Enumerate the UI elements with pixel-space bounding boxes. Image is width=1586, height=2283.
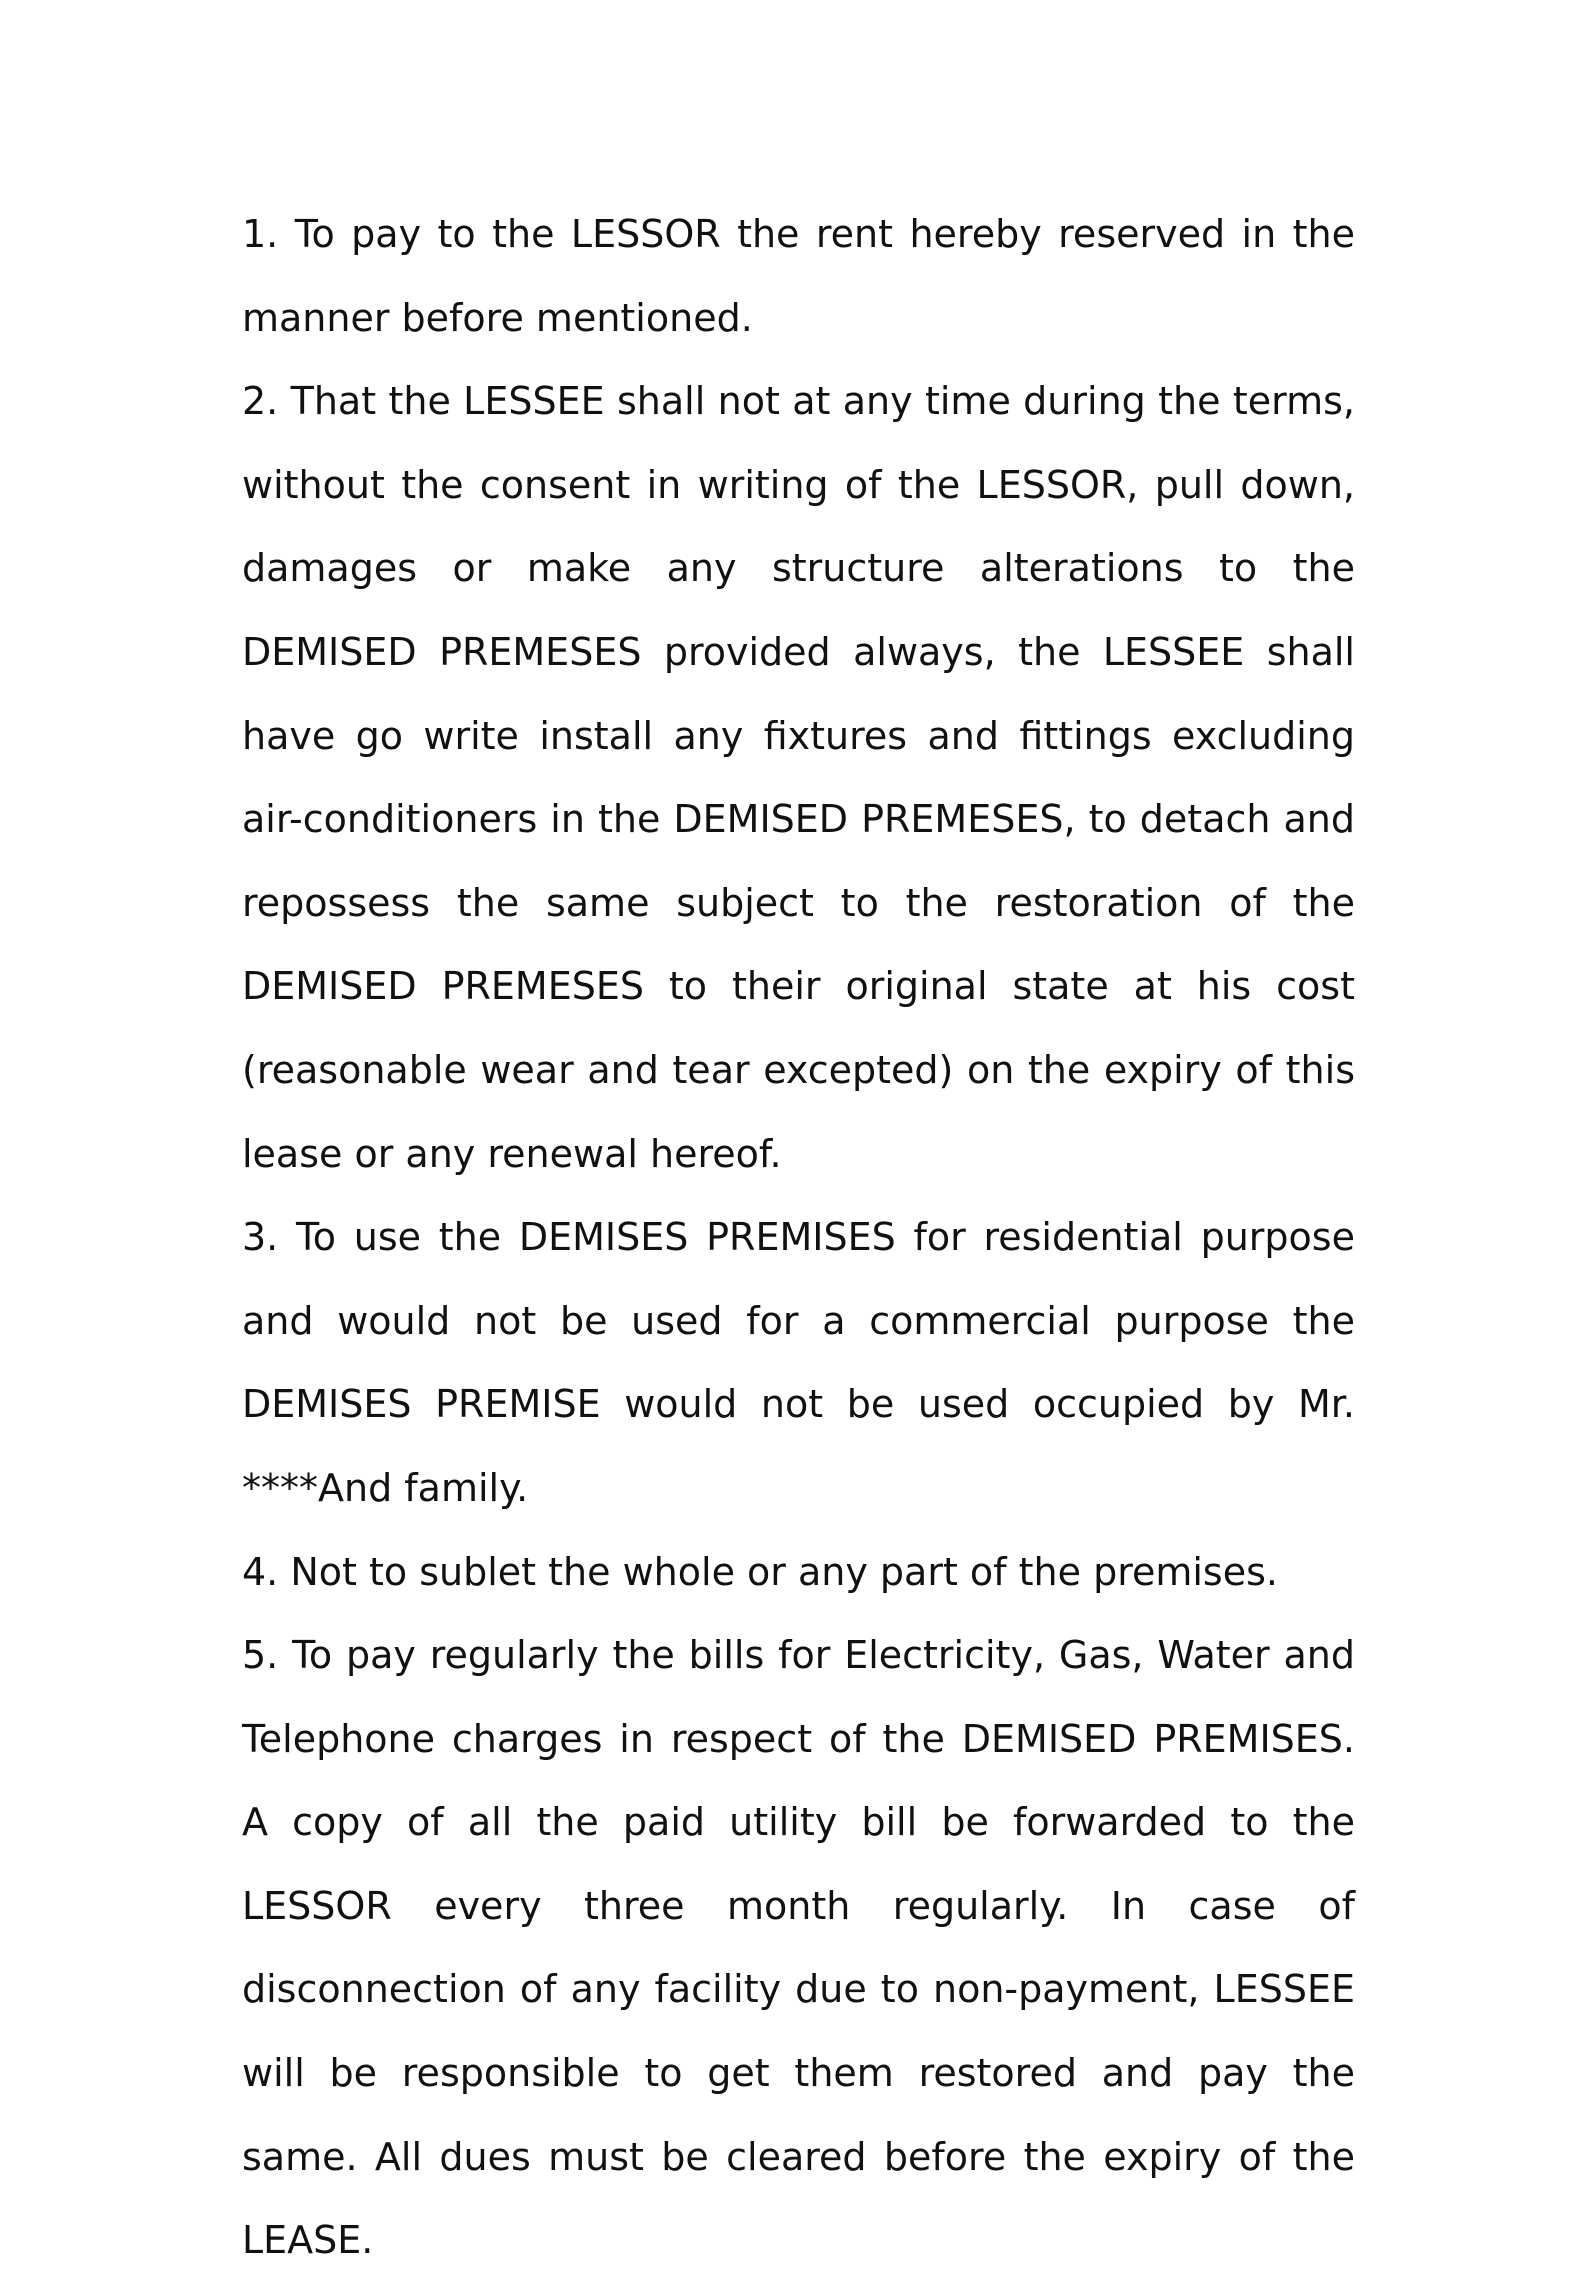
clause-number: 3. bbox=[242, 1215, 279, 1260]
lease-clauses bbox=[242, 193, 1355, 2283]
clause-number: 5. bbox=[242, 1633, 279, 1678]
clause-text: To pay to the LESSOR the rent hereby reserved in the manner before mentioned. bbox=[242, 212, 1355, 340]
clause-text: To pay regularly the bills for Electricity, Gas, Water and Telephone charges in respect of the DEMISED PREMISES. A copy of all the paid utility bill be forwarded to the LESSOR every three month regularly. In case of disconnection of any facility due to non-payment, LESSEE will be responsible to get them restored and pay the same. All dues must be cleared before the expiry of the LEASE. bbox=[242, 1633, 1355, 2263]
clause-text: To use the DEMISES PREMISES for residential purpose and would not be used for a commercial purpose the DEMISES PREMISE would not be used occupied by Mr. ****And family. bbox=[242, 1215, 1355, 1510]
clause-2 bbox=[242, 360, 1355, 1196]
clause-3 bbox=[242, 1196, 1355, 1530]
clause-1 bbox=[242, 193, 1355, 360]
clause-number: 4. bbox=[242, 1549, 279, 1594]
clause-text: That the LESSEE shall not at any time during the terms, without the consent in writing of the LESSOR, pull down, damages or make any structure alterations to the DEMISED PREMESES provided always, the LESSEE shall have go write install any fixtures and fittings excluding air-conditioners in the DEMISED PREMESES, to detach and repossess the same subject to the restoration of the DEMISED PREMESES to their original state at his cost (reasonable wear and tear excepted) on the expiry of this lease or any renewal hereof. bbox=[242, 379, 1355, 1176]
clause-5 bbox=[242, 1614, 1355, 2283]
clause-number: 2. bbox=[242, 379, 279, 424]
clause-4 bbox=[242, 1531, 1355, 1615]
clause-text: Not to sublet the whole or any part of the premises. bbox=[290, 1549, 1278, 1594]
clause-number: 1. bbox=[242, 212, 279, 256]
